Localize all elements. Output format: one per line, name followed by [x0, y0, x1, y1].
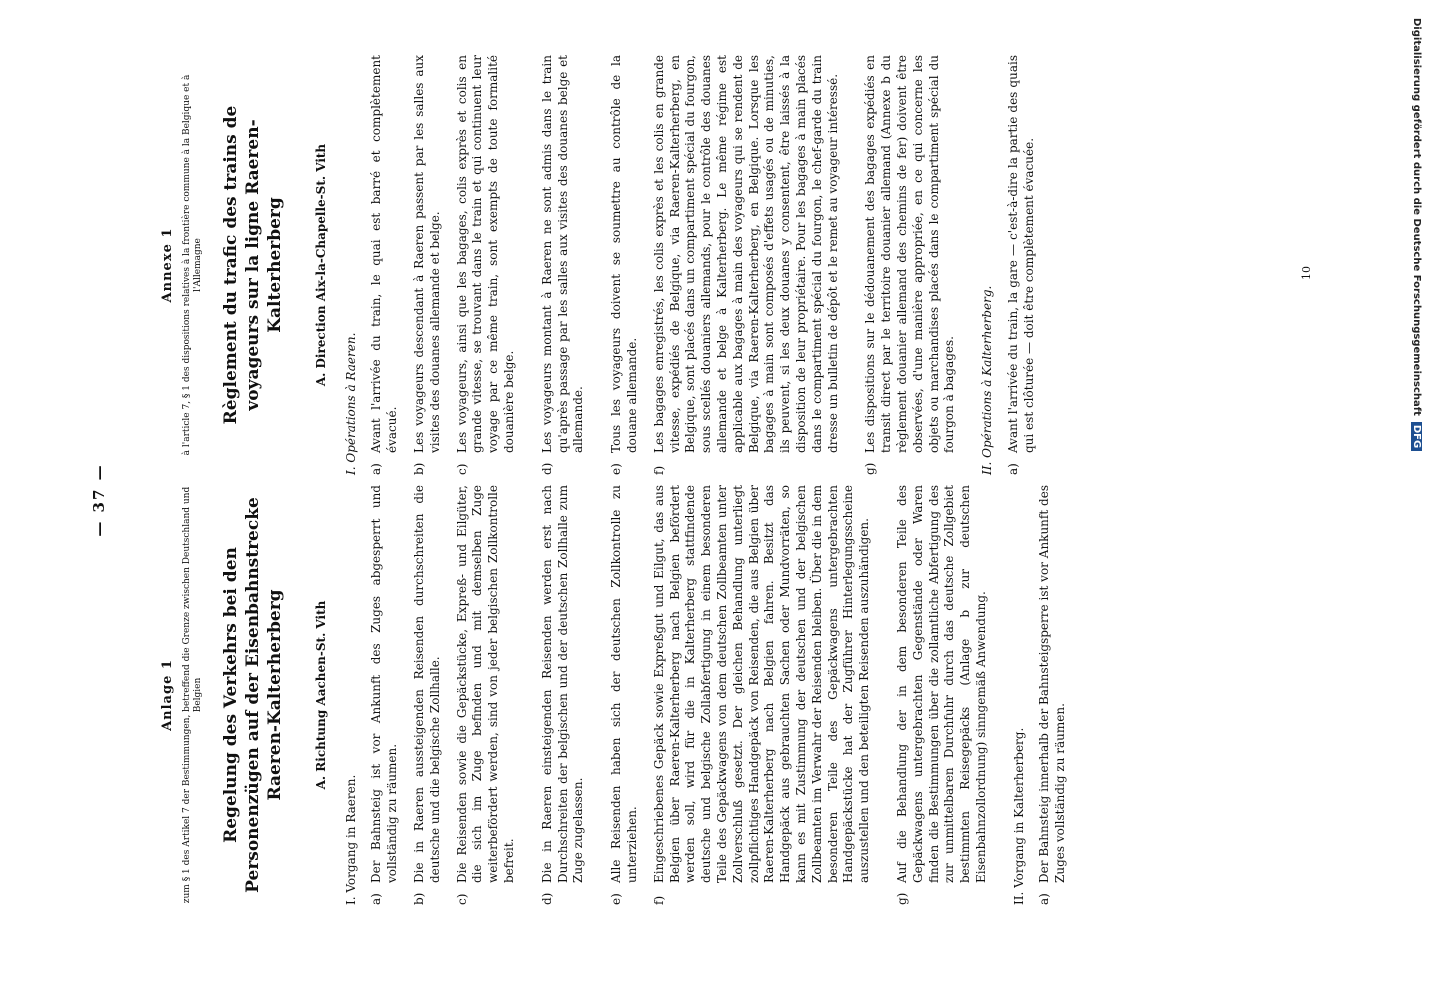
item-text: Die in Raeren einsteigenden Reisenden werden erst nach Durchschreiten der belgischen und der deutschen Zollhalle zum Zuge zugelassen. [539, 485, 586, 883]
item-text: Eingeschriebenes Gepäck sowie Expreßgut und Eilgut, das aus Belgien über Raeren-Kalterherberg nach Belgien befördert werden soll, wird für die in Kalterherberg stattfindende deutsche und belgische Zollabfertigung in einem besonderen Teile des Gepäckwagens von dem deutschen Zollbeamten unter Zollverschluß gesetzt. Der gleichen Behandlung unterliegt zollpflichtiges Handgepäck von Reisenden, die aus Belgien über Raeren-Kalterherberg nach Belgien fahren. Besitzt das Handgepäck aus gebrauchten Sachen oder Mundvorräten, so kann es mit Zustimmung der deutschen und der belgischen Zollbeamten im Verwahr der Reisenden bleiben. Über die in dem besonderen Teile des Gepäckwagens untergebrachten Handgepäckstücke hat der Zugführer Hinterlegungsscheine auszustellen und den beteiligten Reisenden auszuhändigen. [651, 485, 872, 883]
annex-heading-fr: Annexe 1 [160, 227, 175, 303]
list-item [369, 55, 401, 475]
dfg-watermark [1408, 18, 1422, 1000]
item-label: b) [411, 462, 426, 475]
list-item [863, 55, 958, 475]
item-text: Avant l'arrivée du train, le quai est barré et complètement évacué. [369, 55, 400, 453]
part-heading-fr: II. Opérations à Kalterherberg. [980, 285, 995, 475]
item-text: Tous les voyageurs doivent se soumettre au contrôle de la douane allemande. [609, 55, 639, 453]
item-text: Les voyageurs, ainsi que les bagages, colis exprès et colis en grande vitesse, se trouvant dans le train et qui continuent leur voyage par ce même train, sont exempts de toute formalité douanière belge. [454, 55, 516, 453]
item-text: Die in Raeren aussteigenden Reisenden durchschreiten die deutsche und die belgische Zollhalle. [411, 485, 442, 883]
annex-heading-de: Anlage 1 [160, 659, 175, 731]
list-item [540, 55, 587, 475]
item-label: d) [539, 462, 554, 475]
title-de: Regelung des Verkehrs bei den Personenzügen auf der Eisenbahnstrecke Raeren-Kalterherberg [220, 497, 285, 893]
list-item [455, 55, 518, 475]
list-item [652, 485, 873, 905]
footer-number: 10 [1300, 266, 1313, 280]
list-item [609, 485, 641, 905]
title-fr: Règlement du trafic des trains de voyageurs sur la ligne Raeren-Kalterherberg [220, 105, 285, 425]
list-item [1006, 55, 1038, 475]
list-item [540, 485, 587, 905]
list-item [412, 485, 444, 905]
item-text: Die Reisenden sowie die Gepäckstücke, Expreß- und Eilgüter, die sich im Zuge befinden und mit demselben Zuge weiterbefördert werden, sind von jeder belgischen Zollkontrolle befreit. [454, 485, 516, 883]
list-item [455, 485, 518, 905]
section-heading-de: A. Richtung Aachen-St. Vith [313, 600, 328, 790]
list-item [369, 485, 401, 905]
german-column [160, 485, 1080, 905]
item-label: b) [411, 892, 426, 905]
item-label: a) [1037, 893, 1052, 905]
item-label: c) [454, 463, 469, 475]
item-text: Les voyageurs montant à Raeren ne sont admis dans le train qu'après passage par les salles aux visites des douanes belge et allemande. [539, 55, 586, 453]
list-item [609, 55, 641, 475]
annex-subtitle-fr: à l'article 7, § 1 des dispositions relatives à la frontière commune à la Belgique et à l'Allemagne [181, 74, 203, 456]
annex-subtitle-de: zum § 1 des Artikel 7 der Bestimmungen, betreffend die Grenze zwischen Deutschland und Belgien [181, 486, 203, 904]
item-label: d) [539, 892, 554, 905]
dfg-logo-icon: DFG [1411, 422, 1422, 451]
item-label: a) [369, 893, 384, 905]
item-label: f) [651, 465, 666, 475]
item-text: Alle Reisenden haben sich der deutschen Zollkontrolle zu unterziehen. [609, 485, 639, 883]
item-label: e) [609, 893, 624, 905]
part-heading-de: II. Vorgang in Kalterherberg. [1011, 727, 1026, 905]
item-text: Auf die Behandlung der in dem besonderen Teile des Gepäckwagens untergebrachten Gegenstände oder Waren finden die Bestimmungen über die zollamtliche Abfertigung des zur unmittelbaren Durchfuhr durch das deutsche Zollgebiet bestimmten Reisegepäcks (Anlage b zur deutschen Eisenbahnzollordnung) sinngemäß Anwendung. [894, 485, 988, 883]
page-number: — 37 — [90, 463, 108, 537]
item-text: Les dispositions sur le dédouanement des bagages expédiés en transit direct par le territoire douanier allemand (Annexe b du règlement douanier allemand des chemins de fer) doivent être observées, d'une manière appropriée, en ce qui concerne les objets ou marchandises placés dans le compartiment spécial du fourgon à bagages. [863, 55, 957, 453]
item-label: a) [369, 463, 384, 475]
item-text: Der Bahnsteig innerhalb der Bahnsteigsperre ist vor Ankunft des Zuges vollständig zu räumen. [1037, 485, 1068, 883]
part-heading-fr: I. Opérations à Raeren. [343, 332, 358, 475]
item-text: Les voyageurs descendant à Raeren passent par les salles aux visites des douanes allemande et belge. [411, 55, 442, 453]
item-label: g) [894, 892, 909, 905]
watermark-text: Digitalisierung gefördert durch die Deutsche Forschungsgemeinschaft [1411, 18, 1422, 416]
french-column [160, 55, 1048, 475]
item-label: e) [609, 463, 624, 475]
item-label: g) [863, 462, 878, 475]
part-heading-de: I. Vorgang in Raeren. [343, 774, 358, 905]
list-item [895, 485, 990, 905]
list-item [652, 55, 842, 475]
item-label: a) [1005, 463, 1020, 475]
item-text: Les bagages enregistrés, les colis exprès et les colis en grande vitesse, expédiés de Belgique, via Raeren-Kalterherberg, en Belgique, sont placés dans un compartiment spécial du fourgon, sous scellés douaniers allemands, pour le contrôle des douanes allemande et belge à Kalterherberg. Le même régime est applicable aux bagages à main des voyageurs qui se rendent de Belgique, via Raeren-Kalterherberg, en Belgique. Lorsque les bagages à main sont composés d'effets usagés ou de minuties, ils peuvent, si les deux douanes y consentent, être laissés à la disposition de leur propriétaire. Pour les bagages à main placés dans le compartiment spécial du fourgon, le chef-garde du train dresse un bulletin de dépôt et le remet au voyageur intéressé. [651, 55, 840, 453]
section-heading-fr: A. Direction Aix-la-Chapelle-St. Vith [313, 143, 328, 387]
item-text: Avant l'arrivée du train, la gare — c'est-à-dire la partie des quais qui est clôturée — doit être complètement évacuée. [1005, 55, 1036, 453]
item-label: c) [454, 893, 469, 905]
list-item [1037, 485, 1069, 905]
item-text: Der Bahnsteig ist vor Ankunft des Zuges abgesperrt und vollständig zu räumen. [369, 485, 400, 883]
list-item [412, 55, 444, 475]
item-label: f) [651, 895, 666, 905]
